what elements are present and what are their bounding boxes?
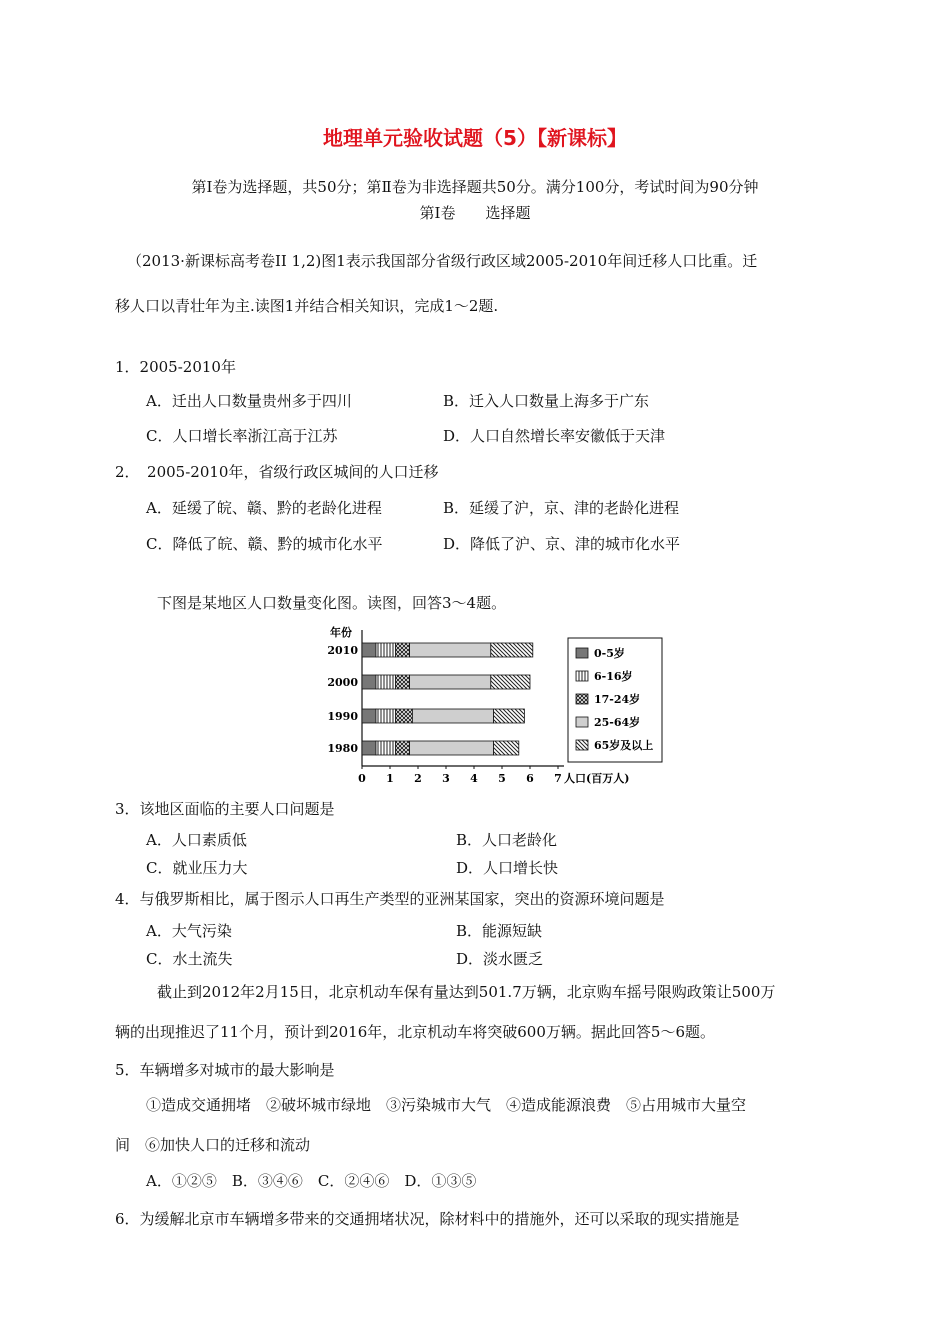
- q4-option-c: C．水土流失: [146, 950, 233, 968]
- section-heading: 第Ⅰ卷 选择题: [419, 204, 531, 222]
- q6-stem: 6．为缓解北京市车辆增多带来的交通拥堵状况，除材料中的措施外，还可以采取的现实措施是: [115, 1210, 740, 1228]
- q2-option-d: D．降低了沪、京、津的城市化水平: [443, 535, 681, 553]
- context1-line2: 移人口以青壮年为主.读图1并结合相关知识，完成1～2题.: [115, 297, 499, 315]
- q3-option-d: D．人口增长快: [456, 859, 559, 877]
- legend-swatch: [576, 694, 588, 704]
- x-tick-label: 5: [498, 772, 506, 785]
- q2-option-c: C．降低了皖、赣、黔的城市化水平: [146, 535, 383, 553]
- q1-option-a: A．迁出人口数量贵州多于四川: [146, 392, 352, 410]
- context3-line2: 辆的出现推迟了11个月，预计到2016年，北京机动车将突破600万辆。据此回答5～6题。: [115, 1023, 715, 1041]
- x-tick-label: 3: [442, 772, 450, 785]
- bar-segment: [396, 741, 410, 755]
- bar-segment: [376, 709, 396, 723]
- legend-swatch: [576, 671, 588, 681]
- bar-segment: [410, 643, 491, 657]
- category-label: 1990: [327, 710, 358, 723]
- legend-swatch: [576, 717, 588, 727]
- bar-segment: [396, 709, 413, 723]
- bar-segment: [362, 741, 376, 755]
- x-tick-label: 0: [358, 772, 366, 785]
- context3-line1: 截止到2012年2月15日，北京机动车保有量达到501.7万辆，北京购车摇号限购政策让500万: [157, 983, 776, 1001]
- category-label: 2000: [327, 676, 358, 689]
- bar-segment: [362, 709, 376, 723]
- category-label: 2010: [327, 644, 358, 657]
- q3-option-b: B．人口老龄化: [456, 831, 558, 849]
- category-label: 1980: [327, 742, 358, 755]
- q1-option-b: B．迁入人口数量上海多于广东: [443, 392, 650, 410]
- q3-option-a: A．人口素质低: [146, 831, 247, 849]
- q4-option-b: B．能源短缺: [456, 922, 543, 940]
- q5-items-line2: 间 ⑥加快人口的迁移和流动: [115, 1136, 311, 1154]
- page-title: 地理单元验收试题（5）【新课标】: [323, 126, 627, 150]
- q2-stem: 2． 2005-2010年，省级行政区城间的人口迁移: [115, 463, 439, 481]
- bar-segment: [376, 675, 396, 689]
- bar-segment: [410, 741, 494, 755]
- bar-segment: [412, 709, 493, 723]
- q2-option-b: B．延缓了沪，京、津的老龄化进程: [443, 499, 680, 517]
- x-axis-label: 人口(百万人): [564, 772, 630, 785]
- legend-label: 0-5岁: [594, 647, 625, 660]
- q4-option-a: A．大气污染: [146, 922, 232, 940]
- legend-swatch: [576, 740, 588, 750]
- q2-option-a: A．延缓了皖、赣、黔的老龄化进程: [146, 499, 382, 517]
- bar-segment: [362, 643, 376, 657]
- bar-segment: [494, 741, 519, 755]
- bar-segment: [491, 675, 530, 689]
- q1-option-d: D．人口自然增长率安徽低于天津: [443, 427, 666, 445]
- legend-swatch: [576, 648, 588, 658]
- x-tick-label: 2: [414, 772, 422, 785]
- q5-options: A．①②⑤ B．③④⑥ C．②④⑥ D．①③⑤: [146, 1172, 477, 1190]
- bar-segment: [376, 643, 396, 657]
- bar-segment: [494, 709, 525, 723]
- q4-stem: 4．与俄罗斯相比，属于图示人口再生产类型的亚洲某国家，突出的资源环境问题是: [115, 890, 665, 908]
- q3-option-c: C．就业压力大: [146, 859, 248, 877]
- context2: 下图是某地区人口数量变化图。读图，回答3～4题。: [157, 594, 507, 612]
- bar-segment: [362, 675, 376, 689]
- legend-label: 6-16岁: [594, 670, 633, 683]
- q5-items-line1: ①造成交通拥堵 ②破坏城市绿地 ③污染城市大气 ④造成能源浪费 ⑤占用城市大量空: [146, 1096, 747, 1114]
- bar-segment: [376, 741, 396, 755]
- q5-stem: 5．车辆增多对城市的最大影响是: [115, 1061, 335, 1079]
- context1-line1: （2013·新课标高考卷II 1,2)图1表示我国部分省级行政区域2005-2010年间迁移人口比重。迁: [127, 252, 758, 270]
- legend-label: 65岁及以上: [594, 739, 654, 752]
- exam-intro: 第Ⅰ卷为选择题，共50分；第Ⅱ卷为非选择题共50分。满分100分，考试时间为90分钟: [191, 178, 759, 196]
- q1-option-c: C．人口增长率浙江高于江苏: [146, 427, 338, 445]
- x-tick-label: 7: [554, 772, 562, 785]
- x-tick-label: 1: [386, 772, 394, 785]
- bar-segment: [396, 643, 410, 657]
- x-tick-label: 6: [526, 772, 534, 785]
- q1-stem: 1．2005-2010年: [115, 358, 236, 376]
- x-tick-label: 4: [470, 772, 478, 785]
- legend-label: 17-24岁: [594, 693, 641, 706]
- population-chart: [320, 622, 670, 794]
- bar-segment: [491, 643, 533, 657]
- bar-segment: [396, 675, 410, 689]
- q4-option-d: D．淡水匮乏: [456, 950, 544, 968]
- bar-segment: [410, 675, 491, 689]
- q3-stem: 3．该地区面临的主要人口问题是: [115, 800, 335, 818]
- y-axis-label: 年份: [330, 626, 352, 639]
- legend-label: 25-64岁: [594, 716, 641, 729]
